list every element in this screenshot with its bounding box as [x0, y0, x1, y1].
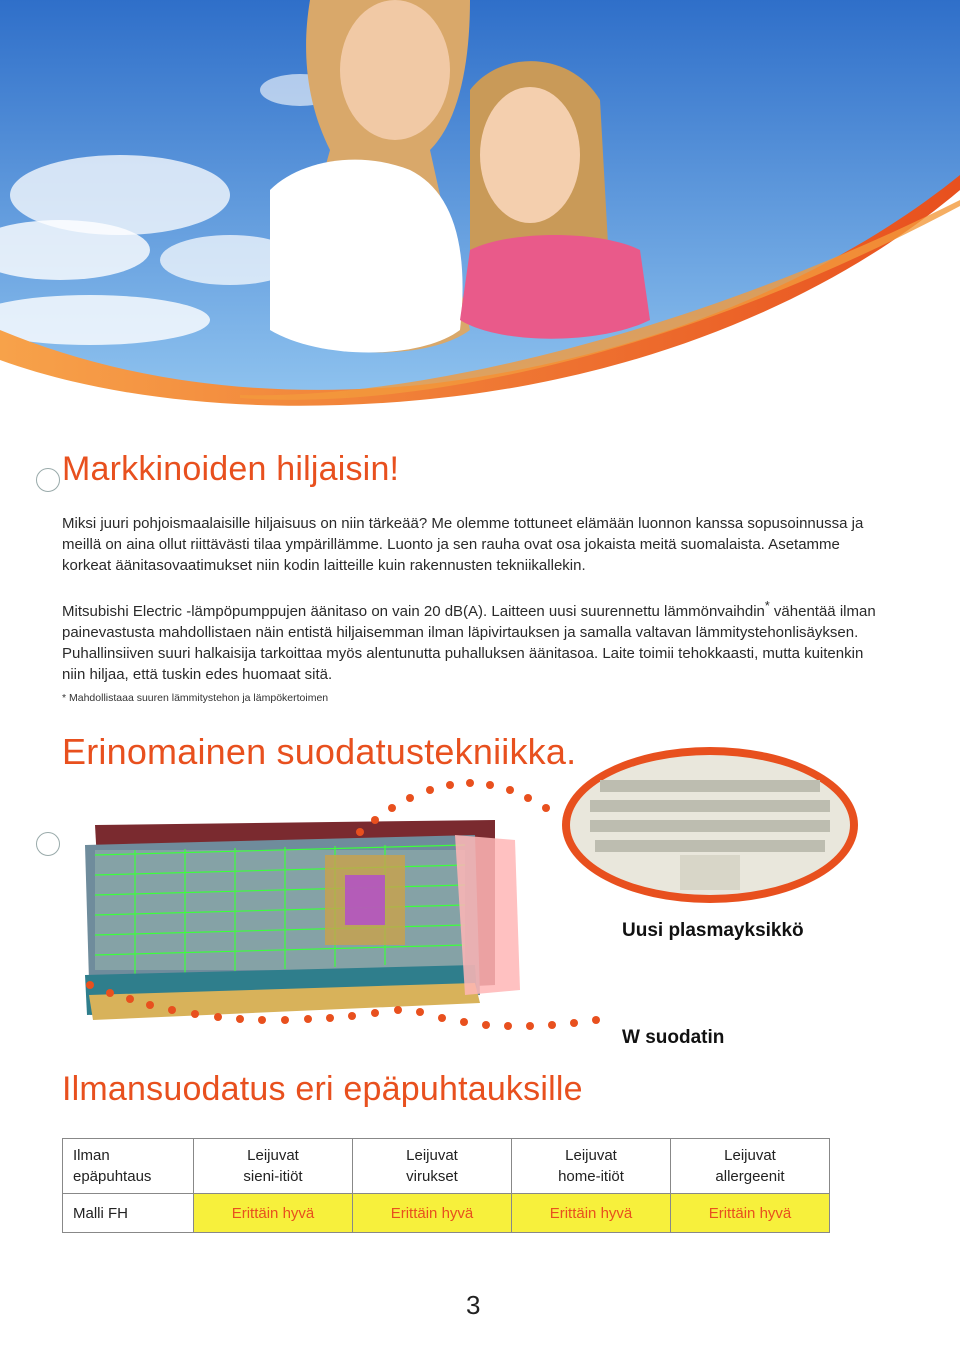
table-header-cell [194, 1139, 353, 1194]
paragraph-noise-text: Mitsubishi Electric -lämpöpumppujen äänitaso on vain 20 dB(A). Laitteen uusi suurennettu lämmönvaihdin [62, 603, 765, 620]
indoor-unit-illustration [75, 815, 545, 1035]
page-number: 3 [466, 1290, 481, 1320]
plasma-unit-photo [560, 745, 860, 905]
table-cell-rating: Erittäin hyvä [512, 1194, 671, 1233]
header-line: virukset [406, 1168, 458, 1185]
header-line: epäpuhtaus [73, 1168, 152, 1185]
table-row-label: Malli FH [63, 1194, 194, 1233]
paragraph-intro: Miksi juuri pohjoismaalaisille hiljaisuus on niin tärkeää? Me olemme tottuneet elämään luonnon kanssa sopusoinnussa ja meillä on aina ollut riittävästi tilaa ympärillämme. Luonto ja sen rauha ovat osa jokaista meitä suomalaista. Asetamme korkeat äänitasovaatimukset niin kodin laitteille kuin rakennusten tekniikallekin. [62, 515, 864, 574]
header-line: Leijuvat [724, 1147, 776, 1164]
table-row [63, 1194, 830, 1233]
table-header-cell [512, 1139, 671, 1194]
header-line: allergeenit [715, 1168, 785, 1185]
header-line: Leijuvat [565, 1147, 617, 1164]
label-plasma-unit: Uusi plasmayksikkö [622, 920, 804, 941]
binder-hole [36, 468, 60, 492]
heading-filtering: Erinomainen suodatustekniikka. [62, 731, 577, 772]
paragraph-noise-level [62, 596, 888, 685]
header-line: Ilman [73, 1147, 110, 1164]
asterisk-mark: * [764, 599, 770, 613]
table-cell-rating: Erittäin hyvä [353, 1194, 512, 1233]
header-line: Leijuvat [247, 1147, 299, 1164]
filtration-table [62, 1138, 830, 1233]
heading-table: Ilmansuodatus eri epäpuhtauksille [62, 1070, 583, 1108]
header-line: sieni-itiöt [243, 1168, 303, 1185]
footnote: * Mahdollistaaa suuren lämmitystehon ja lämpökertoimen [62, 692, 329, 704]
hero-photo [0, 0, 960, 460]
binder-hole [36, 832, 60, 856]
table-header-cell [671, 1139, 830, 1194]
table-header-row [63, 1139, 830, 1194]
table-cell-rating: Erittäin hyvä [671, 1194, 830, 1233]
table-cell-rating: Erittäin hyvä [194, 1194, 353, 1233]
label-w-filter: W suodatin [622, 1027, 725, 1048]
heading-quiet: Markkinoiden hiljaisin! [62, 450, 400, 488]
paragraph-noise-text-continued: vähentää ilman painevastusta mahdollistaen näin entistä hiljaisemman ilman läpivirtauksen ja samalla valtavan lämmitystehonlisäyksen. Puhallinsiiven suuri halkaisija tarkoittaa myös alentunutta puhalluksen äänitasoa. Laite toimii tehokkaasti, mutta kuitenkin niin hiljaa, että tuskin edes huomaat sitä. [62, 603, 876, 683]
table-header-cell [353, 1139, 512, 1194]
header-line: Leijuvat [406, 1147, 458, 1164]
header-line: home-itiöt [558, 1168, 624, 1185]
table-header-cell [63, 1139, 194, 1194]
